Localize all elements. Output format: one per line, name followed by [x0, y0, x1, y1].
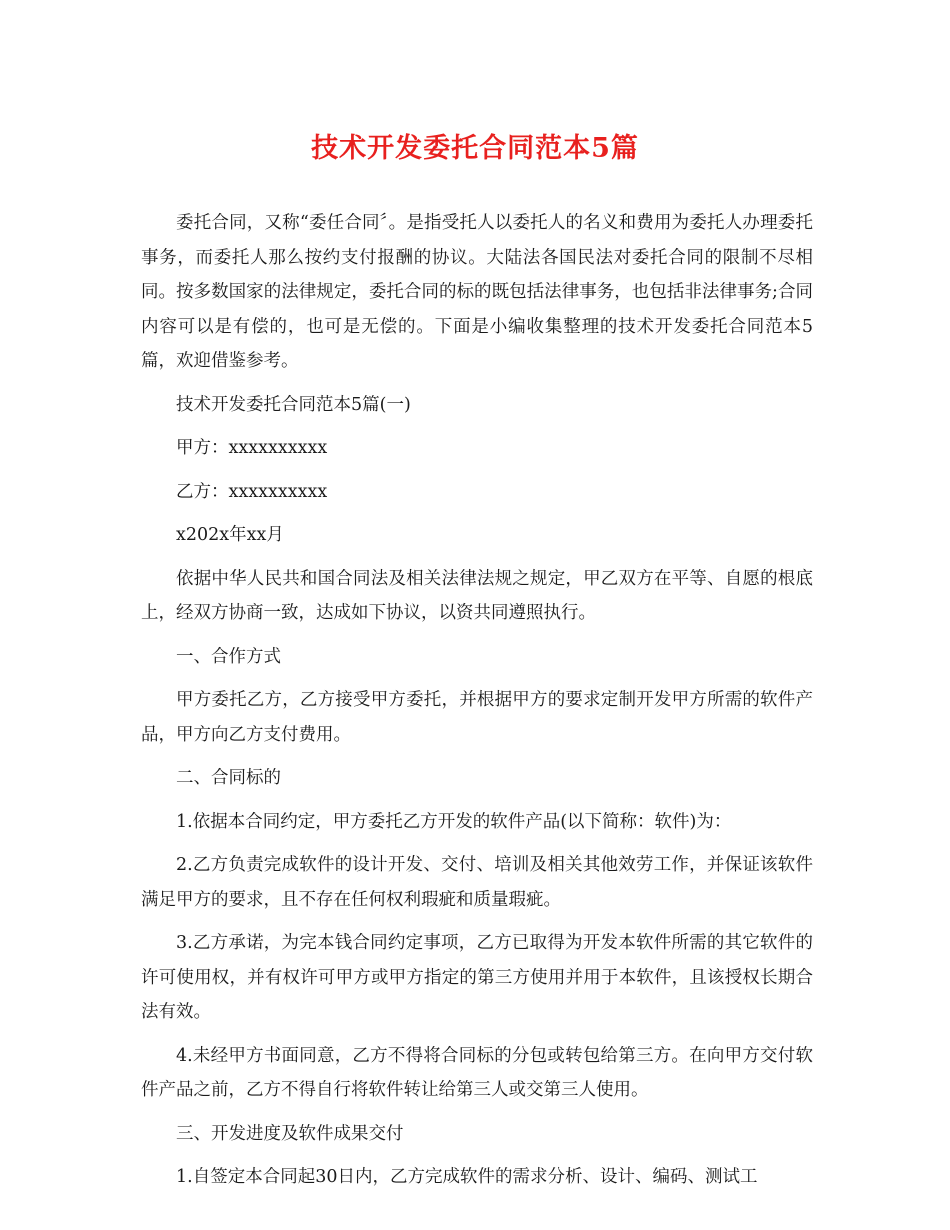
document-body [141, 206, 813, 1195]
document-title: 技术开发委托合同范本5篇 [311, 133, 639, 164]
paragraph-heading-2: 二、合同标的 [176, 768, 281, 788]
paragraph-clause-3-1: 1.自签定本合同起30日内，乙方完成软件的需求分析、设计、编码、测试工 [176, 1167, 758, 1187]
paragraph-clause-2-1: 1.依据本合同约定，甲方委托乙方开发的软件产品(以下简称：软件)为： [176, 811, 732, 832]
paragraph-party-b: 乙方：xxxxxxxxxx [176, 481, 328, 502]
paragraph-clause-2-3: 3.乙方承诺，为完本钱合同约定事项，乙方已取得为开发本软件所需的其它软件的许可使用权，并有权许可甲方或甲方指定的第三方使用并用于本软件，且该授权长期合法有效。 [141, 933, 813, 1022]
paragraph-intro: 委托合同，又称“委任合同〞。是指受托人以委托人的名义和费用为委托人办理委托事务，而委托人那么按约支付报酬的协议。大陆法各国民法对委托合同的限制不尽相同。按多数国家的法律规定，委托合同的标的既包括法律事务，也包括非法律事务;合同内容可以是有偿的，也可是无偿的。下面是小编收集整理的技术开发委托合同范本5篇，欢迎借鉴参考。 [141, 213, 813, 371]
paragraph-date: x202x年xx月 [176, 525, 284, 545]
paragraph-party-a: 甲方：xxxxxxxxxx [176, 438, 328, 458]
paragraph-heading-3: 三、开发进度及软件成果交付 [176, 1123, 404, 1144]
paragraph-clause-2-2: 2.乙方负责完成软件的设计开发、交付、培训及相关其他效劳工作，并保证该软件满足甲方的要求，且不存在任何权利瑕疵和质量瑕疵。 [141, 855, 813, 910]
paragraph-preamble: 依据中华人民共和国合同法及相关法律法规之规定，甲乙双方在平等、自愿的根底上，经双方协商一致，达成如下协议，以资共同遵照执行。 [141, 568, 813, 623]
paragraph-clause-2-4: 4.未经甲方书面同意，乙方不得将合同标的分包或转包给第三方。在向甲方交付软件产品之前，乙方不得自行将软件转让给第三人或交第三人使用。 [141, 1045, 813, 1100]
paragraph-section-heading: 技术开发委托合同范本5篇(一) [176, 394, 411, 415]
paragraph-heading-1: 一、合作方式 [176, 646, 281, 667]
paragraph-cooperation: 甲方委托乙方，乙方接受甲方委托，并根据甲方的要求定制开发甲方所需的软件产品，甲方向乙方支付费用。 [141, 690, 813, 745]
